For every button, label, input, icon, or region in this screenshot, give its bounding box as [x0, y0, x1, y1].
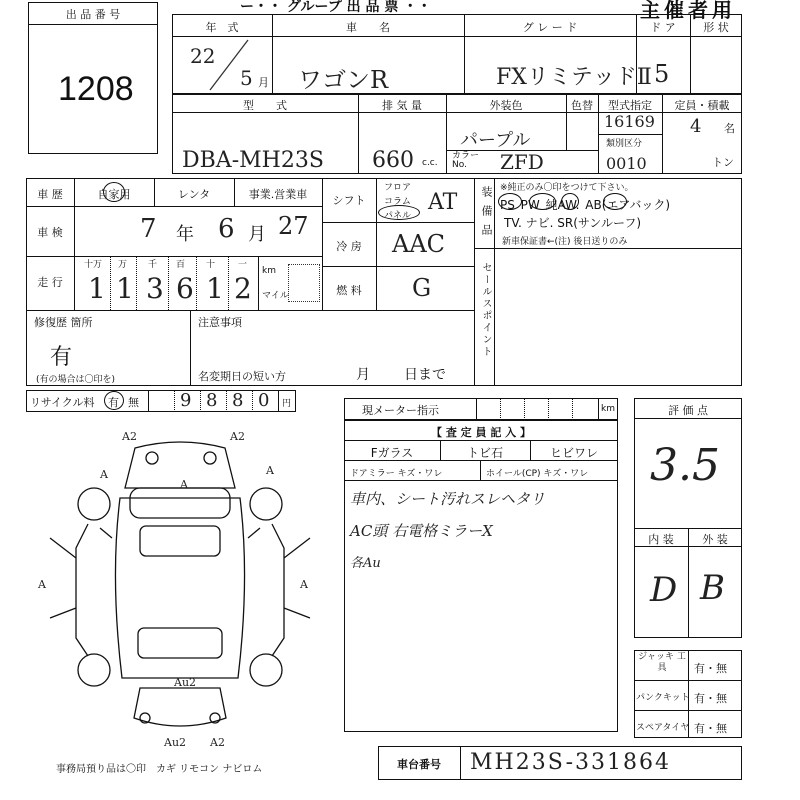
name-change-label: 名変期日の短い方: [198, 370, 286, 383]
jack-yes-no[interactable]: 有・無: [694, 662, 727, 675]
color-label: 外装色: [489, 99, 523, 112]
mileage-unit-10k: 万: [118, 260, 128, 270]
car-diagram: [30, 418, 330, 758]
inspection-month: 6: [218, 214, 235, 244]
grade-label: グ レ ー ド: [522, 21, 578, 34]
recycle-label: リサイクル料: [30, 396, 95, 409]
mileage-digit-3: 3: [146, 272, 164, 305]
mileage-unit-1k: 千: [148, 260, 158, 270]
puncture-label: パンクキット: [636, 693, 690, 703]
recycle-none[interactable]: 無: [128, 396, 139, 409]
diagram-mark-4: A: [38, 578, 46, 591]
puncture-yes-no[interactable]: 有・無: [694, 692, 727, 705]
diagram-mark-8: Au2: [164, 736, 187, 749]
displacement-value: 660: [372, 148, 414, 173]
fuel-value: G: [412, 274, 432, 302]
meter-unit: km: [601, 404, 615, 414]
lot-number: 1208: [58, 70, 134, 108]
equipment-pw-circle: [529, 193, 556, 210]
spare-label: スペアタイヤ: [636, 723, 690, 733]
mileage-digit-4: 6: [176, 272, 194, 305]
diagram-mark-9: A2: [210, 736, 225, 749]
mileage-digit-2: 1: [116, 272, 134, 305]
shift-column[interactable]: コラム: [384, 197, 411, 207]
chassis-label: 車台番号: [397, 758, 441, 771]
wheel-label: ホイール(CP) キズ・ワレ: [486, 469, 589, 479]
repair-value: 有: [50, 344, 73, 369]
interior-value: D: [650, 570, 678, 610]
exterior-value: B: [700, 568, 725, 608]
name-change-month: 月: [356, 367, 370, 383]
mileage-unit-10: 十: [206, 260, 216, 270]
capacity-value: 4: [690, 116, 702, 137]
type-spec-value: 16169: [604, 112, 655, 131]
model-label: 型 式: [243, 99, 287, 112]
mileage-mile: マイル: [262, 291, 289, 301]
equipment-side-label: 装備品: [480, 186, 493, 243]
mileage-label: 走 行: [37, 276, 63, 289]
mileage-unit-100k: 十万: [84, 260, 103, 270]
score-value: 3.5: [650, 440, 720, 491]
equipment-line1: PS PW 純AW. AB(エアバック): [500, 198, 671, 212]
diagram-mark-2: A2: [230, 430, 245, 443]
grade-value: FXリミテッドⅡ: [496, 65, 652, 90]
displacement-label: 排 気 量: [382, 99, 422, 112]
month-value: 5: [240, 66, 253, 90]
office-note: 事務局預り品は〇印 カギ リモコン ナビロム: [56, 764, 263, 775]
diagram-mark-1: A2: [122, 430, 137, 443]
usage-private-circle: [103, 182, 125, 202]
aircon-label: 冷 房: [336, 240, 362, 253]
year-value: 22: [190, 44, 216, 68]
doors-value: 5: [654, 60, 670, 88]
inspection-label: 車 検: [37, 226, 63, 239]
shift-value: AT: [428, 190, 458, 215]
car-name: ワゴンR: [298, 66, 389, 94]
recycle-unit: 円: [282, 399, 292, 409]
mileage-unit-1: 一: [238, 260, 248, 270]
cc-unit: c.c.: [422, 158, 438, 168]
diagram-mark-7: Au2: [174, 676, 197, 689]
glass-label: Fガラス: [370, 446, 414, 460]
recycle-digit-4: 8: [232, 390, 244, 411]
inspector-note-1: 車内、シート汚れスレヘタリ: [350, 490, 546, 508]
jack-label: ジャッキ 工 具: [638, 652, 686, 673]
lot-number-label: 出 品 番 号: [65, 8, 121, 21]
color-code-value: ZFD: [500, 150, 544, 174]
caution-label: 注意事項: [198, 316, 242, 329]
inspector-note-2: AC頭 右電格ミラーX: [350, 522, 493, 540]
usage-rental[interactable]: レンタ: [177, 188, 211, 201]
chip-label: トビ石: [466, 446, 503, 460]
model-value: DBA-MH23S: [182, 148, 324, 173]
category-label: 類別区分: [606, 139, 643, 149]
recycle-digit-5: 0: [258, 390, 270, 411]
mileage-digit-6: 2: [234, 272, 252, 305]
year-label: 年 式: [205, 21, 239, 34]
usage-label: 車 歴: [37, 188, 63, 201]
name-label: 車 名: [346, 21, 390, 34]
interior-label: 内 装: [648, 533, 674, 546]
score-label: 評 価 点: [668, 404, 708, 417]
spare-yes-no[interactable]: 有・無: [694, 722, 727, 735]
repair-label: 修復歴 箇所: [34, 316, 93, 329]
inspection-month-unit: 月: [248, 224, 266, 245]
month-unit: 月: [258, 76, 269, 89]
equipment-line2: TV. ナビ. SR(サンルーフ): [504, 216, 642, 230]
recycle-has[interactable]: 有: [108, 396, 119, 409]
color-change-label: 色替: [571, 99, 593, 112]
name-change-day: 日まで: [404, 367, 446, 383]
recycle-digit-2: 9: [180, 390, 192, 411]
usage-private[interactable]: 自家用: [97, 188, 131, 201]
color-code-label: カラー No.: [452, 151, 480, 170]
type-spec-label: 型式指定: [608, 99, 652, 112]
sales-point-label: セールスポイント: [480, 262, 491, 358]
shift-floor[interactable]: フロア: [384, 183, 412, 193]
recycle-has-circle: [104, 391, 124, 410]
inspection-year-unit: 年: [176, 224, 194, 245]
condition-label: 形 状: [703, 21, 729, 34]
repair-note: (有の場合は〇印を): [36, 375, 116, 385]
equipment-line3: 新車保証書←(注) 後日送りのみ: [502, 237, 628, 247]
shift-panel[interactable]: パネル: [384, 211, 412, 221]
shift-panel-circle: [378, 205, 420, 220]
doors-label: ド ア: [650, 21, 676, 34]
equipment-ab-circle: [603, 193, 627, 210]
recycle-digit-3: 8: [206, 390, 218, 411]
shift-label: シフト: [332, 194, 366, 207]
inspection-day: 27: [278, 212, 309, 240]
capacity-label: 定員・積載: [674, 99, 730, 112]
diagram-mark-10: A: [266, 464, 274, 477]
mileage-mile-box: [288, 264, 320, 302]
owner-label: 主催者用: [640, 0, 736, 22]
fuel-label: 燃 料: [336, 284, 362, 297]
mileage-digit-5: 1: [206, 272, 224, 305]
aircon-value: AAC: [392, 230, 446, 258]
diagram-mark-5: A: [300, 578, 308, 591]
exterior-label: 外 装: [702, 533, 728, 546]
diagram-mark-3: A: [180, 478, 188, 491]
mirror-label: ドアミラー キズ・ワレ: [350, 469, 443, 479]
inspector-note-3: 各Au: [350, 556, 381, 571]
crack-label: ヒビワレ: [549, 446, 598, 460]
equipment-ps-circle: [498, 193, 522, 210]
usage-business[interactable]: 事業.営業車: [248, 188, 308, 201]
mileage-unit-100: 百: [176, 260, 186, 270]
mileage-digit-1: 1: [88, 272, 106, 305]
category-value: 0010: [606, 154, 647, 173]
top-banner: ー・・ グループ 出 品 票 ・・: [240, 0, 432, 15]
inspector-title: 【 査 定 員 記 入 】: [431, 426, 531, 439]
inspection-year: 7: [140, 214, 157, 244]
equipment-aw-circle: [561, 193, 579, 210]
diagram-mark-6: A: [100, 468, 108, 481]
mileage-km: km: [262, 266, 276, 276]
capacity-unit: 名: [724, 122, 735, 135]
color-value: パープル: [460, 130, 531, 151]
chassis-value: MH23S-331864: [470, 750, 671, 775]
equipment-note: ※純正のみ〇印をつけて下さい。: [500, 183, 634, 193]
meter-label: 現メーター指示: [362, 404, 439, 417]
load-unit: トン: [712, 156, 734, 169]
